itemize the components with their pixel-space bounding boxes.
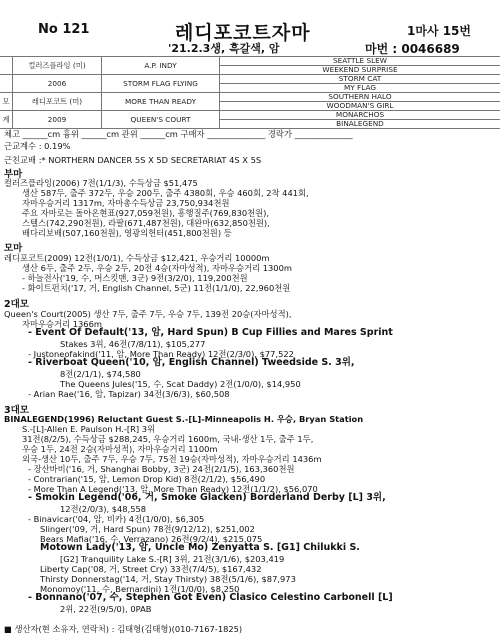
inbreeding-coefficient: 근교계수 : 0.19% (4, 141, 71, 151)
ancestor-5: SOUTHERN HALO (220, 93, 500, 102)
horse-number: 마번 : 0046689 (365, 42, 460, 56)
ancestor-3: STORM CAT (220, 75, 500, 84)
ancestor-2: WEEKEND SURPRISE (220, 66, 500, 75)
second-dam-line: 자마우승거리 1366m (22, 319, 102, 329)
third-dam-line: 우승 1두, 24전 2승(자마성적), 자마우승거리 1100m (22, 444, 218, 454)
section-sire: 부마 (4, 169, 23, 180)
sire-line: 컬러즈플라잉(2006) 7전(1/1/3), 수득상금 $51,475 (4, 178, 198, 188)
inbreeding-line: 근친교배 :* NORTHERN DANCER 5S X 5D SECRETARIAT 4S X 5S (4, 155, 262, 165)
ancestor-4: MY FLAG (220, 84, 500, 93)
dam-line: - 화이트펀치('17, 거, English Channel, 5군) 11전(1/1/0), 22,960천원 (22, 283, 291, 293)
dam-line: 생산 6두, 출주 2두, 우승 2두, 20전 4승(자마성적), 자마우승거리 1300m (22, 263, 292, 273)
second-dam-line: - Event Of Default('13, 암, Hard Spun) B Cup Fillies and Mares Sprint (28, 327, 393, 338)
ancestor-7: MONARCHOS (220, 111, 500, 120)
second-dam-line: Queen's Court(2005) 생산 7두, 출주 7두, 우승 7두, 139전 20승(자마성적), (4, 309, 292, 319)
ancestor-6: WOODMAN'S GIRL (220, 102, 500, 111)
section-dam: 모마 (4, 243, 23, 254)
breeder-footer: ■ 생산자(현 소유자, 연락처) : 김태형(김태형)(010-7167-1825) (4, 624, 243, 634)
third-dam-line: Liberty Cap('08, 거, Street Cry) 33전(7/4/5), $167,432 (40, 564, 262, 574)
sire-line: 자마우승거리 1317m, 자마총수득상금 23,750,934천원 (22, 198, 230, 208)
section-third-dam: 3대모 (4, 405, 29, 416)
sire-line: 배다리보배(507,160천원), 영광의헌터(451,800천원) 등 (22, 228, 232, 238)
third-dam-line: - More Than A Legend('13, 암, More Than Ready) 12전(1/1/2), $56,070 (28, 484, 318, 494)
sire-line: 스텔스(742,290천원), 라팔(671,487천원), 대완마(632,850천원), (22, 218, 270, 228)
pedigree-side-label-gye: 계 (0, 111, 13, 129)
pedigree-label-cell (0, 75, 13, 93)
third-dam-line: - Smokin Legend('06, 거, Smoke Glacken) Borderland Derby [L] 3위, (28, 492, 386, 503)
horse-name: 레디포코트자마 (175, 22, 311, 44)
second-dam-line: The Queens Jules('15, 수, Scat Daddy) 2전(1/0/0), $14,950 (60, 379, 301, 389)
third-dam-line: - Contrarian('15, 암, Lemon Drop Kid) 8전(2/1/2), $56,490 (28, 474, 266, 484)
third-dam-line: S.-[L]-Allen E. Paulson H.-[R] 3위 (22, 424, 156, 434)
dam-line: 레디포코트(2009) 12전(1/0/1), 수득상금 $12,421, 우승거리 10000m (4, 253, 270, 263)
sire-year: 2006 (13, 75, 102, 93)
dam-dam: QUEEN'S COURT (102, 111, 220, 129)
third-dam-line: - Binavicar('04, 암, 비카) 4전(1/0/0), $6,305 (28, 514, 205, 524)
pedigree-side-label-mo: 모 (0, 93, 13, 111)
third-dam-line: 12전(2/0/3), $48,558 (60, 504, 147, 514)
horse-info: '21.2.3생, 흑갈색, 암 (168, 42, 280, 55)
measurement-line: 체고 ______cm 흉위 ______cm 관위 ______cm 구매자 ______________ 경락가 ______________ (4, 129, 353, 139)
dam-sire: MORE THAN READY (102, 93, 220, 111)
third-dam-line: BINALEGEND(1996) Reluctant Guest S.-[L]-Minneapolis H. 우승, Bryan Station (4, 414, 364, 424)
sire-dam: STORM FLAG FLYING (102, 75, 220, 93)
second-dam-line: Stakes 3위, 46전(7/8/11), $105,277 (60, 339, 206, 349)
ancestor-8: BINALEGEND (220, 120, 500, 129)
ancestor-1: SEATTLE SLEW (220, 57, 500, 66)
third-dam-line: - 장산바비('16, 거, Shanghai Bobby, 3군) 24전(2/1/5), 163,360천원 (28, 464, 295, 474)
sire-line: 생산 587두, 출주 372두, 우승 200두, 출주 4380회, 우승 460회, 2착 441회, (22, 188, 309, 198)
catalog-number: No 121 (38, 22, 90, 37)
sire-sire: A.P. INDY (102, 57, 220, 75)
second-dam-line: - Riverboat Queen('10, 암, English Channel) Tweedside S. 3위, (28, 357, 355, 368)
dam-year: 2009 (13, 111, 102, 129)
sire-line: 주요 자마로는 돌아온현표(927,059천원), 흥행질주(769,830천원), (22, 208, 270, 218)
pedigree-table (0, 56, 500, 129)
third-dam-line: 31전(8/2/5), 수득상금 $288,245, 우승거리 1600m, 국내-생산 1두, 출주 1두, (22, 434, 314, 444)
third-dam-line: Bears Mafia('16, 수, Verrazano) 26전(9/2/4), $215,075 (40, 534, 263, 544)
third-dam-line: - Bonnano('07, 수, Stephen Got Even) Clasico Celestino Carbonell [L] (28, 592, 393, 603)
dam-line: - 하늘전사('19, 수, 머스킷맨, 3군) 9전(3/2/0), 119,200천원 (22, 273, 248, 283)
pedigree-label-cell (0, 57, 13, 75)
third-dam-line: 2위, 22전(9/5/0), 0PAB (60, 604, 152, 614)
third-dam-line: Monomoy('11, 수, Bernardini) 1전(1/0/0), $8,250 (40, 584, 240, 594)
section-second-dam: 2대모 (4, 299, 29, 310)
third-dam-line: Slinger('09, 거, Hard Spun) 78전(9/12/12), $251,002 (40, 524, 255, 534)
sire-name: 컬러즈플라잉 (미) (13, 57, 102, 75)
third-dam-line: Motown Lady('13, 암, Uncle Mo) Zenyatta S. [G1] Chilukki S. (40, 542, 360, 553)
third-dam-line: Thirsty Donnerstag('14, 거, Stay Thirsty) 38전(5/1/6), $87,973 (40, 574, 296, 584)
third-dam-line: 외국-생산 10두, 출주 7두, 우승 7두, 75전 19승(자마성적), 자마우승거리 1436m (22, 454, 322, 464)
second-dam-line: - Justoneofakind('11, 암, More Than Ready) 12전(2/3/0), $77,522 (28, 349, 294, 359)
third-dam-line: [G2] Tranquility Lake S.-[R] 3위, 21전(3/1/6), $203,419 (60, 554, 285, 564)
second-dam-line: - Arian Rae('16, 암, Tapizar) 34전(3/6/3), $60,508 (28, 389, 230, 399)
dam-name: 레디포코트 (미) (13, 93, 102, 111)
second-dam-line: 8전(2/1/1), $74,580 (60, 369, 141, 379)
race-label: 1마사 15번 (407, 24, 472, 38)
